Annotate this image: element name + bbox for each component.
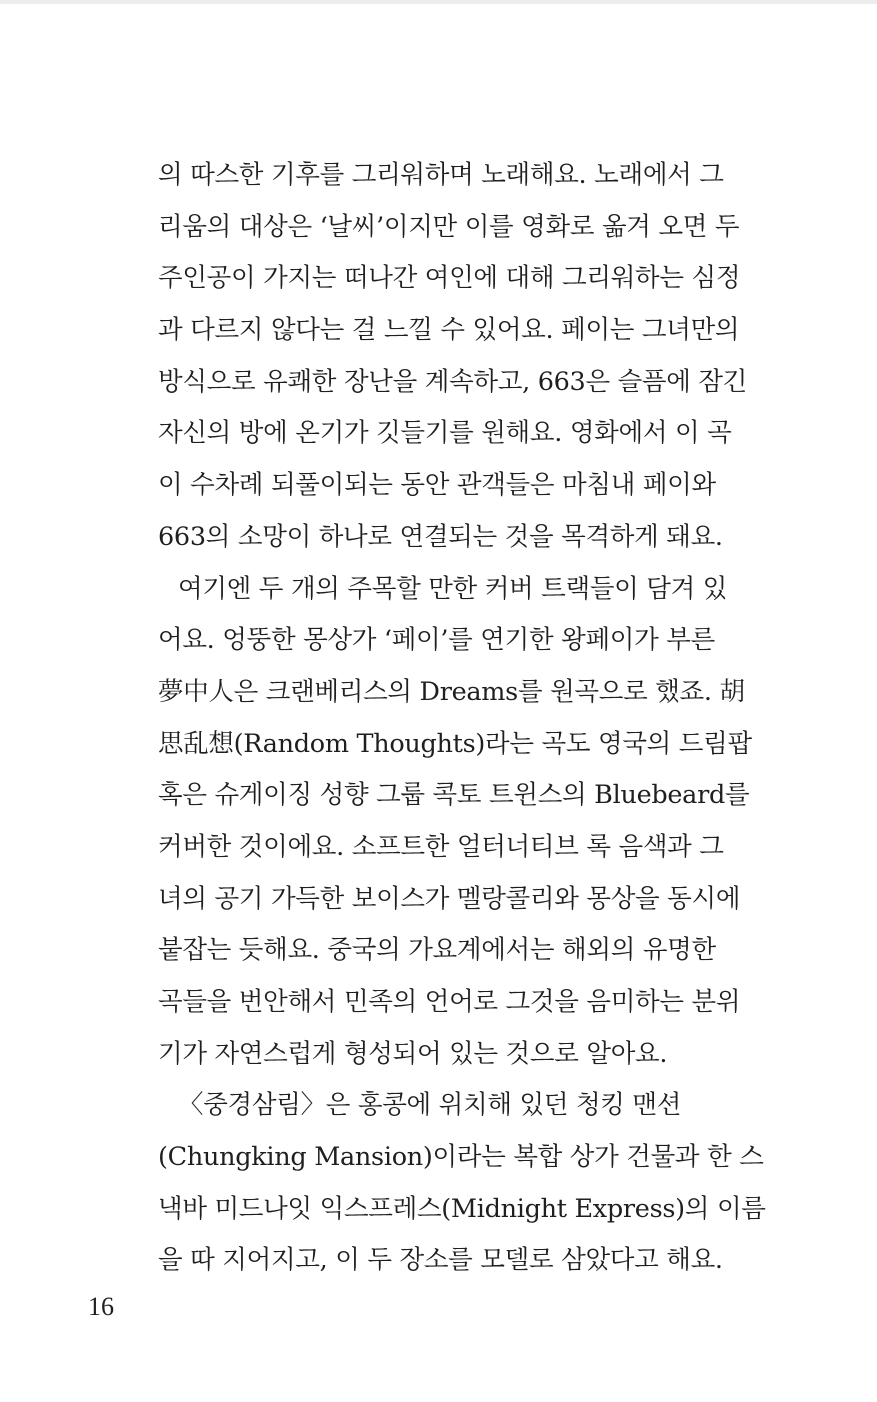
text-line: 思乱想(Random Thoughts)라는 곡도 영국의 드림팝 <box>158 728 752 759</box>
text-line: 자신의 방에 온기가 깃들기를 원해요. 영화에서 이 곡 <box>158 418 732 449</box>
text-line: 커버한 것이에요. 소프트한 얼터너티브 록 음색과 그 <box>158 831 724 862</box>
text-line: 혹은 슈게이징 성향 그룹 콕토 트윈스의 Bluebeard를 <box>158 780 750 811</box>
paragraph-start-line: 여기엔 두 개의 주목할 만한 커버 트랙들이 담겨 있 <box>178 573 728 604</box>
text-line: 곡들을 번안해서 민족의 언어로 그것을 음미하는 분위 <box>158 987 741 1017</box>
text-line: 주인공이 가지는 떠나간 여인에 대해 그리워하는 심정 <box>158 263 741 294</box>
page-number: 16 <box>88 1292 114 1321</box>
text-line: 이 수차례 되풀이되는 동안 관객들은 마침내 페이와 <box>158 470 716 501</box>
text-line: 어요. 엉뚱한 몽상가 ‘페이’를 연기한 왕페이가 부른 <box>158 625 715 656</box>
text-line: 기가 자연스럽게 형성되어 있는 것으로 알아요. <box>158 1038 668 1069</box>
text-line: 과 다르지 않다는 걸 느낄 수 있어요. 페이는 그녀만의 <box>158 315 740 346</box>
text-line: 을 따 지어지고, 이 두 장소를 모델로 삼았다고 해요. <box>158 1245 723 1276</box>
text-line: (Chungking Mansion)이라는 복합 상가 건물과 한 스 <box>158 1142 764 1173</box>
paragraph-start-line: 〈중경삼림〉은 홍콩에 위치해 있던 청킹 맨션 <box>178 1090 682 1121</box>
text-line: 방식으로 유쾌한 장난을 계속하고, 663은 슬픔에 잠긴 <box>158 366 748 397</box>
text-line: 663의 소망이 하나로 연결되는 것을 목격하게 돼요. <box>158 521 723 552</box>
page-body-text <box>158 150 766 1287</box>
text-line: 리움의 대상은 ‘날씨’이지만 이를 영화로 옮겨 오면 두 <box>158 211 740 242</box>
text-line: 의 따스한 기후를 그리워하며 노래해요. 노래에서 그 <box>158 160 724 190</box>
text-line: 녀의 공기 가득한 보이스가 멜랑콜리와 몽상을 동시에 <box>158 883 741 914</box>
top-edge-rule <box>0 0 877 4</box>
text-line: 붙잡는 듯해요. 중국의 가요계에서는 해외의 유명한 <box>158 935 716 966</box>
text-line: 낵바 미드나잇 익스프레스(Midnight Express)의 이름 <box>158 1193 766 1224</box>
text-line: 夢中人은 크랜베리스의 Dreams를 원곡으로 했죠. 胡 <box>158 676 745 707</box>
